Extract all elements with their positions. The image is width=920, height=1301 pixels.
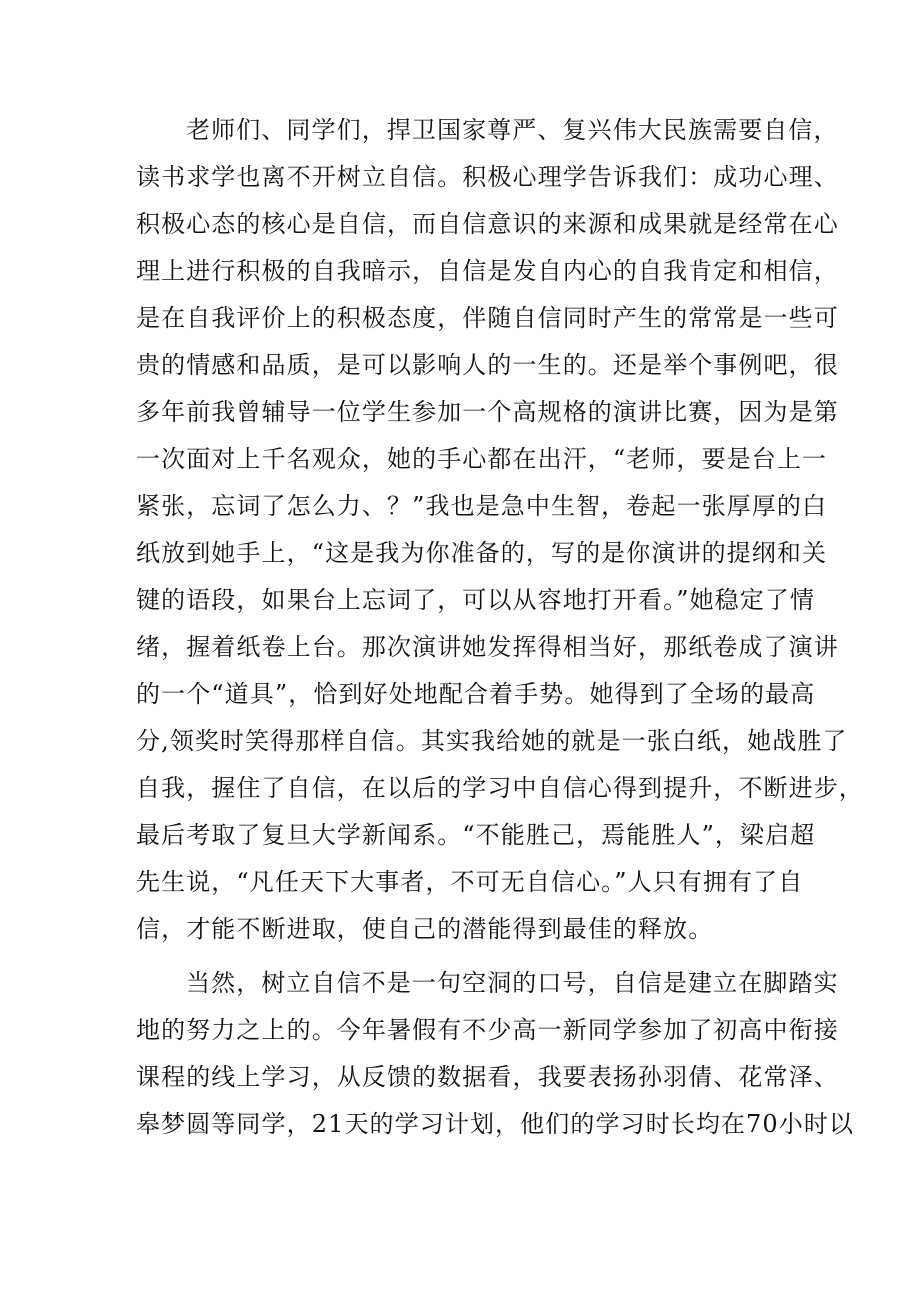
text-line: 读书求学也离不开树立自信。积极心理学告诉我们：成功心理、 [136,163,839,191]
text-line: 纸放到她手上，“这是我为你准备的，写的是你演讲的提纲和关 [136,539,828,567]
text-line: 紧张，忘词了怎么力、？”我也是急中生智，卷起一张厚厚的白 [136,492,828,520]
text-line: 先生说，“凡任天下大事者，不可无自信心。”人只有拥有了自 [136,868,804,896]
text-line: 自我，握住了自信，在以后的学习中自信心得到提升，不断进步， [136,774,864,802]
text-line: 绪，握着纸卷上台。那次演讲她发挥得相当好，那纸卷成了演讲 [136,633,839,661]
text-line: 老师们、同学们，捍卫国家尊严、复兴伟大民族需要自信， [186,116,839,144]
text-line: 地的努力之上的。今年暑假有不少高一新同学参加了初高中衔接 [136,1016,839,1044]
text-line: 是在自我评价上的积极态度，伴随自信同时产生的常常是一些可 [136,304,839,332]
text-line: 课程的线上学习，从反馈的数据看，我要表扬孙羽倩、花常泽、 [136,1063,839,1091]
text-line: 贵的情感和品质，是可以影响人的一生的。还是举个事例吧，很 [136,351,839,379]
text-line: 键的语段，如果台上忘词了，可以从容地打开看。”她稳定了情 [136,586,816,614]
text-line: 多年前我曾辅导一位学生参加一个高规格的演讲比赛，因为是第 [136,398,839,426]
text-line: 的一个“道具”，恰到好处地配合着手势。她得到了全场的最高 [136,680,816,708]
text-line: 皋梦圆等同学，21天的学习计划，他们的学习时长均在70小时以 [136,1110,855,1138]
text-line: 最后考取了复旦大学新闻系。“不能胜己，焉能胜人”，梁启超 [136,821,816,849]
text-line: 一次面对上千名观众，她的手心都在出汗，“老师，要是台上一 [136,445,828,473]
text-line: 信，才能不断进取，使自己的潜能得到最佳的释放。 [136,915,714,943]
text-line: 积极心态的核心是自信，而自信意识的来源和成果就是经常在心 [136,210,839,238]
text-line: 当然，树立自信不是一句空洞的口号，自信是建立在脚踏实 [186,969,839,997]
text-line: 理上进行积极的自我暗示，自信是发自内心的自我肯定和相信， [136,257,839,285]
text-line: 分,领奖时笑得那样自信。其实我给她的就是一张白纸，她战胜了 [136,727,848,755]
